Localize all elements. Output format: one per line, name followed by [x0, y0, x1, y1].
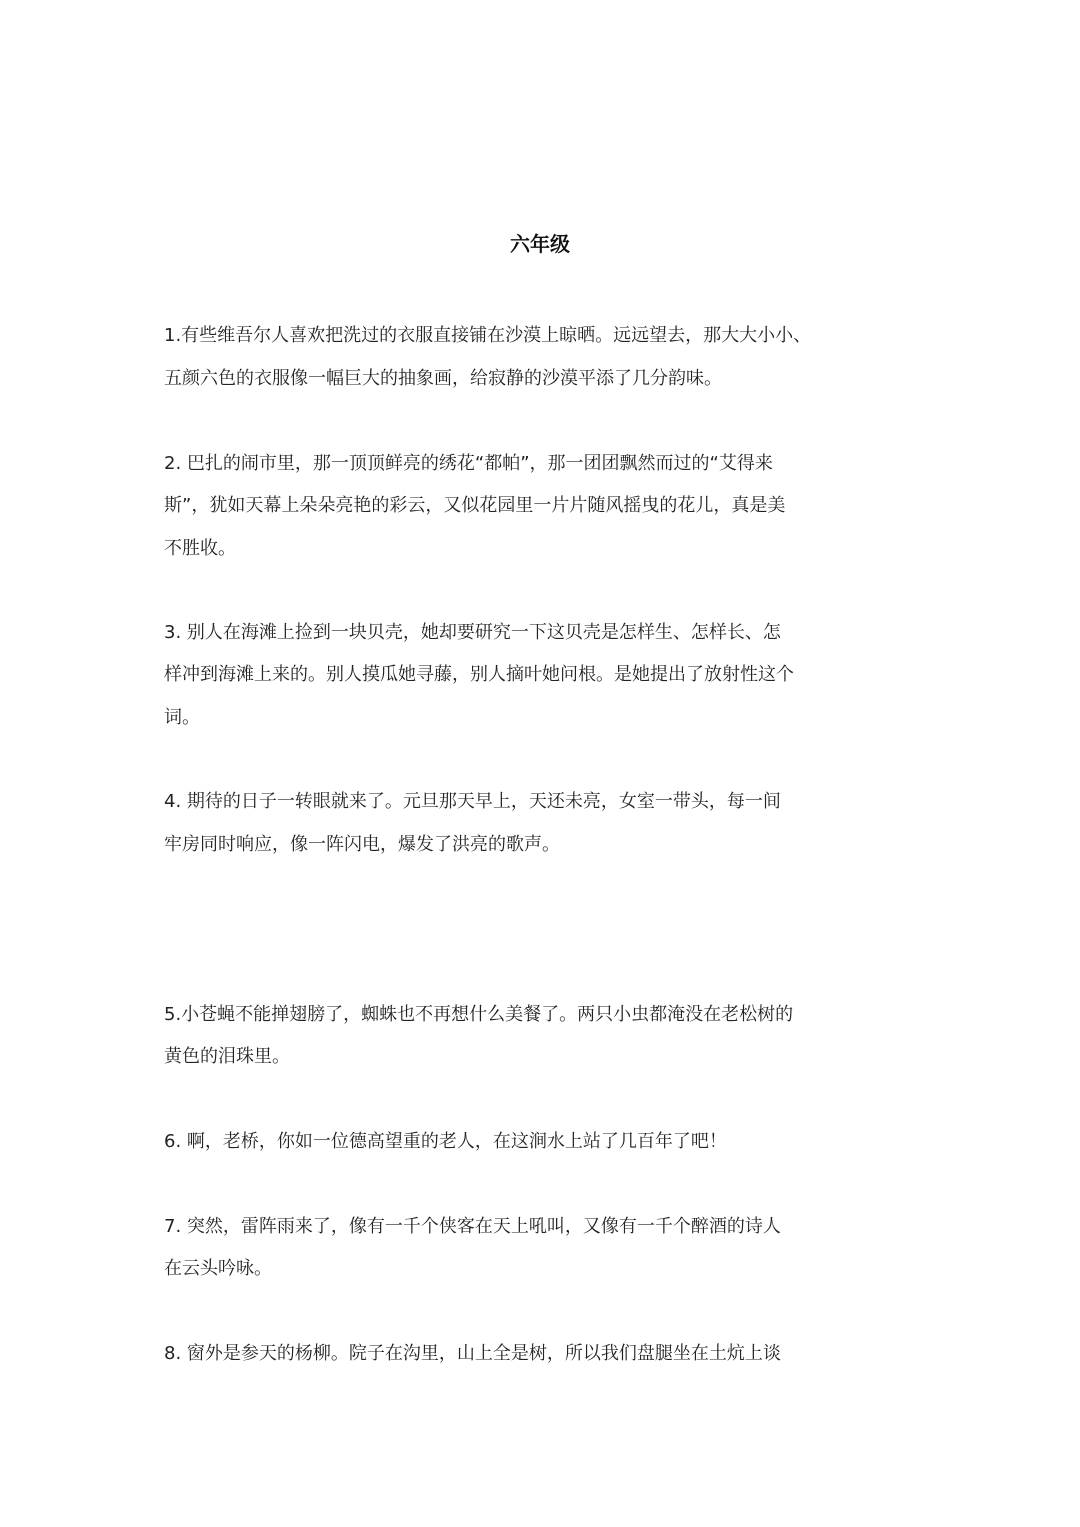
paragraph-line: 词。 [164, 707, 200, 728]
paragraph-line: 黄色的泪珠里。 [164, 1046, 290, 1067]
page-title: 六年级 [510, 232, 570, 256]
paragraph-line: 7. 突然，雷阵雨来了，像有一千个侠客在天上吼叫，又像有一千个醉酒的诗人 [164, 1216, 781, 1237]
paragraph-line: 2. 巴扎的闹市里，那一顶顶鲜亮的绣花“都帕”，那一团团飘然而过的“艾得来 [164, 453, 773, 474]
paragraph-line: 5.小苍蝇不能掸翅膀了，蜘蛛也不再想什么美餐了。两只小虫都淹没在老松树的 [164, 1004, 794, 1025]
paragraph-line: 斯”，犹如天幕上朵朵亮艳的彩云，又似花园里一片片随风摇曳的花儿，真是美 [164, 495, 786, 516]
paragraph-line: 4. 期待的日子一转眼就来了。元旦那天早上，天还未亮，女室一带头，每一间 [164, 791, 781, 812]
paragraph-line: 不胜收。 [164, 538, 236, 559]
paragraph-line: 在云头吟咏。 [164, 1258, 272, 1279]
paragraph-line: 6. 啊，老桥，你如一位德高望重的老人，在这涧水上站了几百年了吧！ [164, 1131, 727, 1152]
paragraph-line: 五颜六色的衣服像一幅巨大的抽象画，给寂静的沙漠平添了几分韵味。 [164, 368, 722, 389]
paragraph-line: 3. 别人在海滩上捡到一块贝壳，她却要研究一下这贝壳是怎样生、怎样长、怎 [164, 622, 781, 643]
paragraph-line: 牢房同时响应，像一阵闪电，爆发了洪亮的歌声。 [164, 834, 560, 855]
paragraph-line: 1.有些维吾尔人喜欢把洗过的衣服直接铺在沙漠上晾晒。远远望去，那大大小小、 [164, 325, 812, 346]
paragraph-line: 8. 窗外是参天的杨柳。院子在沟里，山上全是树，所以我们盘腿坐在土炕上谈 [164, 1343, 781, 1364]
paragraph-line: 样冲到海滩上来的。别人摸瓜她寻藤，别人摘叶她问根。是她提出了放射性这个 [164, 664, 794, 685]
